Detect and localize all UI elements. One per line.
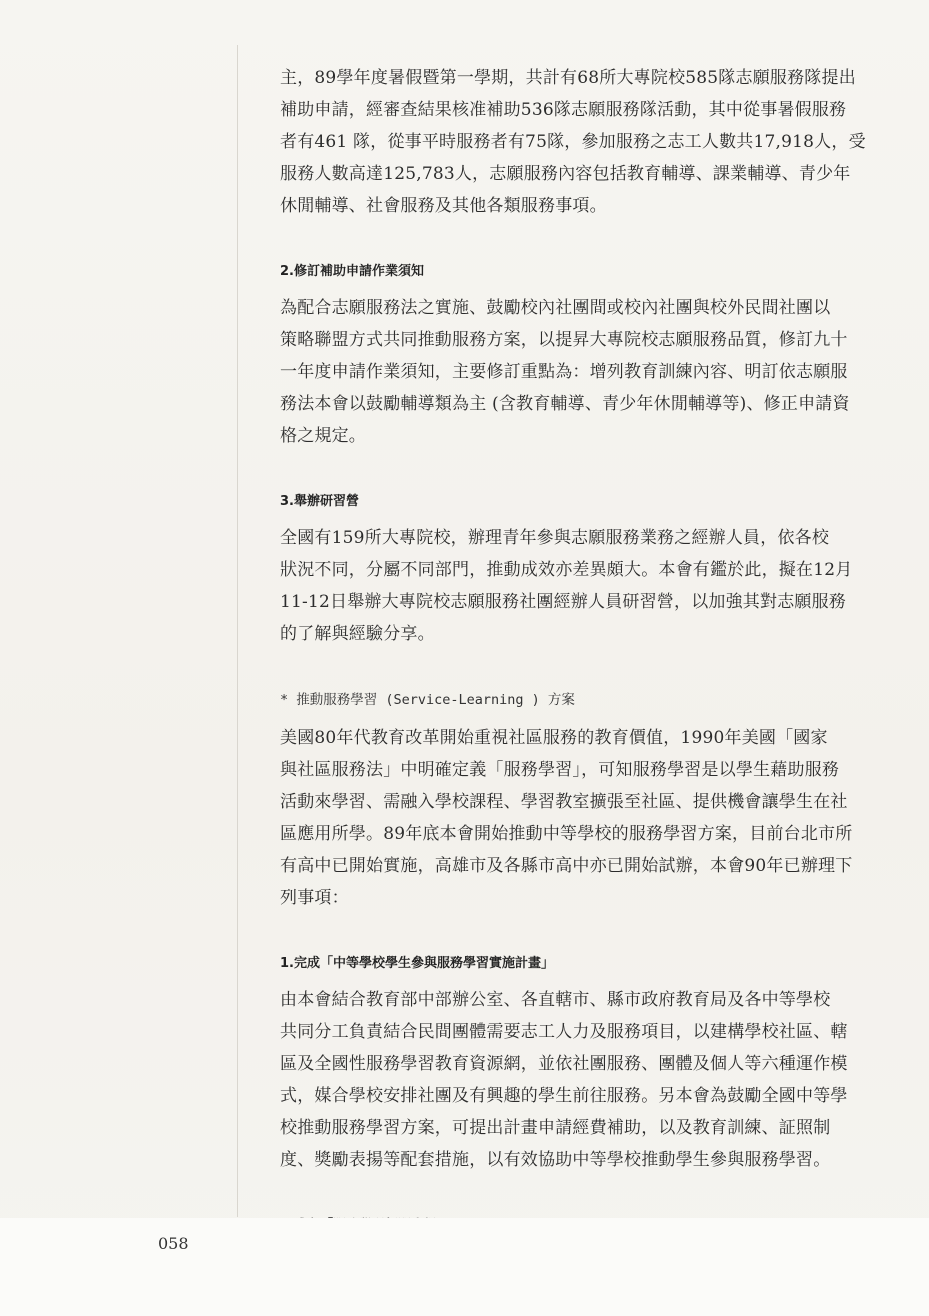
implementation-plan-paragraph: 由本會結合教育部中部辦公室、各直轄市、縣市政府教育局及各中等學校 共同分工負責結合民間團體需要志工人力及服務項目，以建構學校社區、轄 區及全國性服務學習教育資源網，並依社團服務、團體及個人等六種運作模 式，媒合學校安排社團及有興趣的學生前往服務。另本會為鼓勵全國中等學 校推動服務學習方案，可提出計畫申請經費補助，以及教育訓練、証照制 度、獎勵表揚等配套措施，以有效協助中等學校推動學生參與服務學習。 — [280, 990, 848, 1170]
section-heading-workshop: 3.舉辦研習營 — [280, 494, 359, 509]
page-number: 058 — [158, 1234, 189, 1253]
section-heading-implementation-plan: 1.完成「中等學校學生參與服務學習實施計畫」 — [280, 956, 554, 971]
service-learning-subheading: * 推動服務學習 (Service-Learning ) 方案 — [280, 692, 575, 708]
intro-paragraph: 主，89學年度暑假暨第一學期，共計有68所大專院校585隊志願服務隊提出 補助申請，經審查結果核准補助536隊志願服務隊活動，其中從事暑假服務 者有461 隊，從事平時服務者有75隊，參加服務之志工人數共17,918人，受 服務人數高達125,783人，志願服務內容包括教育輔導、課業輔導、青少年 休閒輔導、社會服務及其他各類服務事項。 — [280, 68, 866, 216]
section-heading-revise-guidelines: 2.修訂補助申請作業須知 — [280, 264, 424, 279]
footer-band — [0, 1218, 929, 1316]
revise-guidelines-paragraph: 為配合志願服務法之實施、鼓勵校內社團間或校內社團與校外民間社團以 策略聯盟方式共同推動服務方案，以提昇大專院校志願服務品質，修訂九十 一年度申請作業須知，主要修訂重點為：增列教育訓練內容、明訂依志願服 務法本會以鼓勵輔導類為主 (含教育輔導、青少年休閒輔導等)、修正申請資 格之規定。 — [280, 298, 850, 446]
workshop-paragraph: 全國有159所大專院校，辦理青年參與志願服務業務之經辦人員，依各校 狀況不同，分屬不同部門，推動成效亦差異頗大。本會有鑑於此，擬在12月 11-12日舉辦大專院校志願服務社團經辦人員研習營，以加強其對志願服務 的了解與經驗分享。 — [280, 528, 853, 644]
service-learning-paragraph: 美國80年代教育改革開始重視社區服務的教育價值，1990年美國「國家 與社區服務法」中明確定義「服務學習」，可知服務學習是以學生藉助服務 活動來學習、需融入學校課程、學習教室擴張至社區、提供機會讓學生在社 區應用所學。89年底本會開始推動中等學校的服務學習方案，目前台北市所 有高中已開始實施，高雄市及各縣市高中亦已開始試辦，本會90年已辦理下 列事項： — [280, 728, 853, 908]
margin-rule — [237, 45, 238, 1217]
page-content — [280, 62, 875, 1310]
